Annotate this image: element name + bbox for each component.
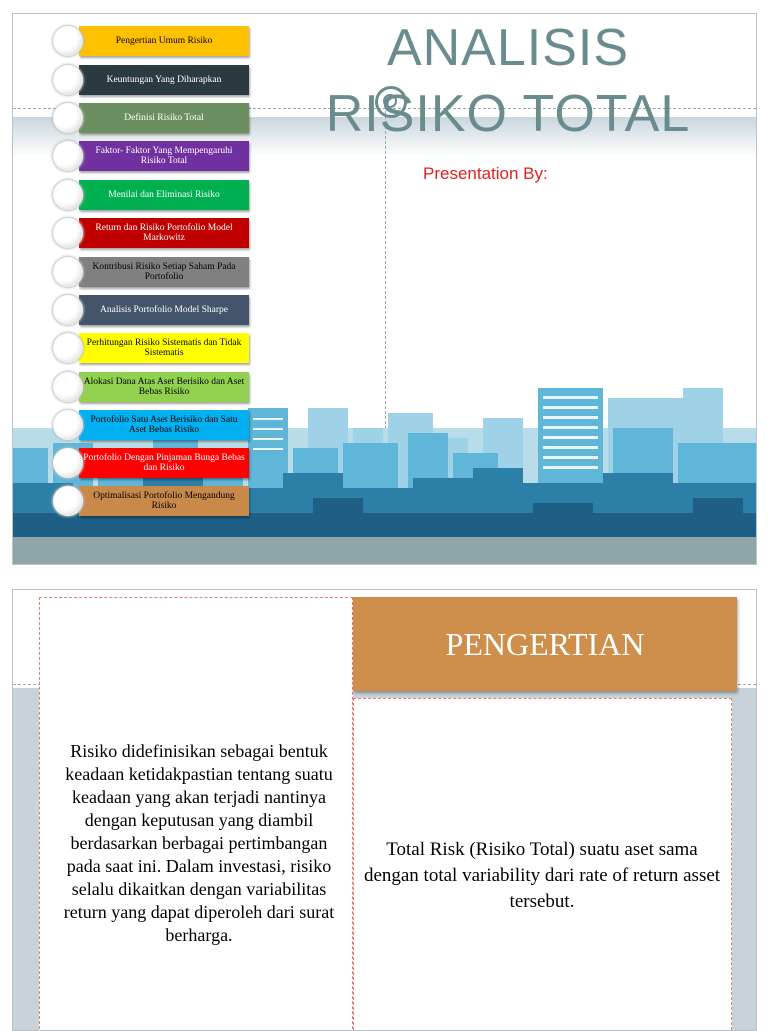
menu-bullet-circle <box>53 26 83 56</box>
menu-item-definisi-risiko-total[interactable] <box>53 103 253 133</box>
menu-bullet-circle <box>53 180 83 210</box>
menu-item-satu-aset-berisiko[interactable] <box>53 410 253 440</box>
menu-item-keuntungan-yang-diharapkan[interactable] <box>53 65 253 95</box>
menu-item-faktor-yang-mempengaruhi[interactable] <box>53 141 253 171</box>
menu-item-label: Analisis Portofolio Model Sharpe <box>79 295 249 325</box>
menu-item-label: Pengertian Umum Risiko <box>79 26 249 56</box>
menu-bullet-circle <box>53 103 83 133</box>
section-heading-box <box>353 597 737 691</box>
menu-item-model-sharpe[interactable] <box>53 295 253 325</box>
menu-bullet-circle <box>53 410 83 440</box>
menu-bullet-circle <box>53 372 83 402</box>
menu-item-kontribusi-risiko[interactable] <box>53 257 253 287</box>
definition-slide <box>12 589 757 1031</box>
title-slide <box>12 13 757 565</box>
total-risk-text: Total Risk (Risiko Total) suatu aset sama dengan total variability dari rate of return asset tersebut. <box>363 839 721 912</box>
right-content-panel <box>353 698 732 1031</box>
slide-title-line1: ANALISIS <box>386 19 630 77</box>
menu-bullet-circle <box>53 65 83 95</box>
menu-item-label: Portofolio Dengan Pinjaman Bunga Bebas dan Risiko <box>79 448 249 478</box>
menu-item-label: Perhitungan Risiko Sistematis dan Tidak Sistematis <box>79 333 249 363</box>
menu-item-label: Menilai dan Eliminasi Risiko <box>79 180 249 210</box>
menu-bullet-circle <box>53 486 83 516</box>
menu-item-label: Faktor- Faktor Yang Mempengaruhi Risiko Total <box>79 141 249 171</box>
menu-item-markowitz[interactable] <box>53 218 253 248</box>
menu-bullet-circle <box>53 295 83 325</box>
menu-item-pinjaman-bunga[interactable] <box>53 448 253 478</box>
left-content-panel <box>39 597 353 1031</box>
section-heading: PENGERTIAN <box>445 625 645 662</box>
menu-item-label: Keuntungan Yang Diharapkan <box>79 65 249 95</box>
title-ring-ornament <box>375 86 407 118</box>
menu-item-label: Definisi Risiko Total <box>79 103 249 133</box>
menu-item-label: Optimalisasi Portofolio Mengandung Risiko <box>79 486 249 516</box>
menu-item-risiko-sistematis[interactable] <box>53 333 253 363</box>
presented-by-text: Presentation By: <box>423 164 548 183</box>
menu-bullet-circle <box>53 257 83 287</box>
footer-bar <box>13 537 756 564</box>
menu-item-menilai-eliminasi-risiko[interactable] <box>53 180 253 210</box>
risk-definition-text: Risiko didefinisikan sebagai bentuk keadaan ketidakpastian tentang suatu keadaan yang akan terjadi nantinya dengan keputusan yang diambil berdasarkan berbagai pertimbangan pada saat ini. Dalam investasi, risiko selalu dikaitkan dengan variabilitas return yang dapat diperoleh dari surat berharga. <box>63 741 335 945</box>
menu-item-pengertian-umum-risiko[interactable] <box>53 26 253 56</box>
menu-bullet-circle <box>53 333 83 363</box>
menu-item-optimalisasi-portofolio[interactable] <box>53 486 253 516</box>
menu-bullet-circle <box>53 448 83 478</box>
menu-item-label: Alokasi Dana Atas Aset Berisiko dan Aset Bebas Risiko <box>79 372 249 402</box>
menu-item-label: Portofolio Satu Aset Berisiko dan Satu Aset Bebas Risiko <box>79 410 249 440</box>
menu-bullet-circle <box>53 218 83 248</box>
menu-item-label: Kontribusi Risiko Setiap Saham Pada Portofolio <box>79 257 249 287</box>
slide-title-line2: RISIKO TOTAL <box>325 85 691 143</box>
menu-bullet-circle <box>53 141 83 171</box>
menu-item-label: Return dan Risiko Portofolio Model Markowitz <box>79 218 249 248</box>
menu-item-alokasi-dana[interactable] <box>53 372 253 402</box>
